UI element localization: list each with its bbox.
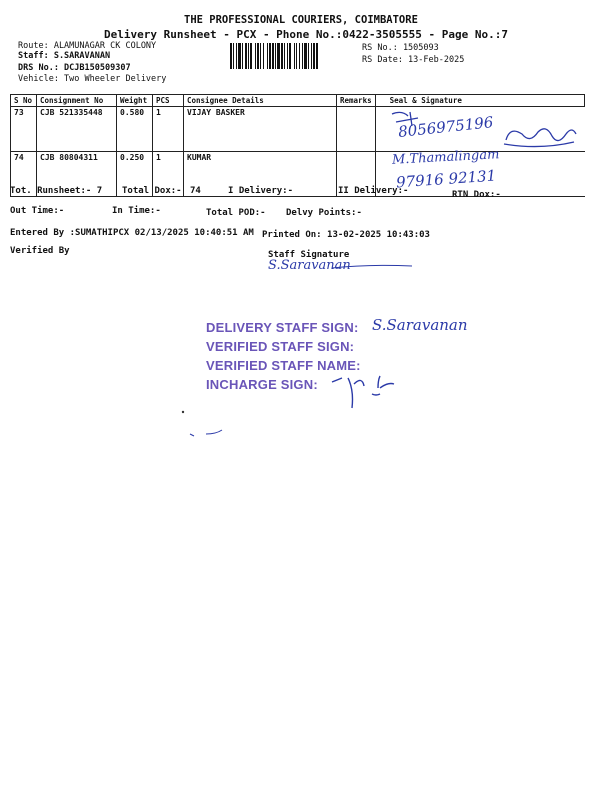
barcode-bar [313, 43, 315, 69]
barcode-bar [316, 43, 318, 69]
cell-pcs: 1 [153, 152, 184, 197]
row1-phone-handwritten: 8056975196 [397, 113, 495, 141]
stamp-verified-staff-name: VERIFIED STAFF NAME: [206, 358, 361, 373]
drs-number: DRS No.: DCJB150509307 [18, 63, 131, 73]
barcode-bar [299, 43, 300, 69]
cell-consignee: VIJAY BASKER [184, 107, 337, 152]
staff: Staff: S.SARAVANAN [18, 51, 111, 61]
out-time: Out Time:- [10, 206, 65, 216]
col-pcs: PCS [153, 95, 184, 107]
rs-number: RS No.: 1505093 [362, 43, 439, 53]
col-consignment-no: Consignment No [37, 95, 117, 107]
verified-by: Verified By [10, 246, 70, 256]
stamp-delivery-staff-sign: DELIVERY STAFF SIGN: [206, 320, 359, 335]
delvy-points: Delvy Points:- [286, 208, 362, 218]
cell-consignee: KUMAR [184, 152, 337, 197]
barcode-bar [269, 43, 271, 69]
signature-scribble-row1b [500, 120, 580, 152]
cell-sno: 73 [11, 107, 37, 152]
cell-weight: 0.250 [117, 152, 153, 197]
total-dox-label: Total Dox:- [122, 186, 182, 196]
barcode-bar [233, 43, 234, 69]
entered-by: Entered By :SUMATHIPCX 02/13/2025 10:40:51 AM [10, 228, 254, 238]
barcode-bar [245, 43, 247, 69]
barcode-bar [275, 43, 276, 69]
company-title: THE PROFESSIONAL COURIERS, COIMBATORE [184, 14, 418, 26]
barcode-bar [230, 43, 232, 69]
col-weight: Weight [117, 95, 153, 107]
total-pod: Total POD:- [206, 208, 266, 218]
col-sno: S No [11, 95, 37, 107]
stamp-verified-staff-sign: VERIFIED STAFF SIGN: [206, 339, 355, 354]
row2-name-handwritten: M.Thamalingam [391, 147, 500, 168]
cell-consignment: CJB 521335448 [37, 107, 117, 152]
route: Route: ALAMUNAGAR CK COLONY [18, 41, 157, 51]
i-delivery: I Delivery:- [228, 186, 294, 196]
col-consignee: Consignee Details [184, 95, 337, 107]
runsheet-title: Delivery Runsheet - PCX - Phone No.:0422-3505555 - Page No.:7 [104, 28, 508, 41]
barcode-bar [267, 43, 268, 69]
cell-remarks [337, 107, 376, 152]
total-dox-value: 74 [190, 186, 201, 196]
incharge-signature-scribble [328, 370, 408, 414]
rs-date: RS Date: 13-Feb-2025 [362, 55, 465, 65]
barcode-bar [296, 43, 297, 69]
barcode-bar [284, 43, 285, 69]
barcode-bar [263, 43, 264, 69]
signature-underline [330, 262, 415, 272]
barcode-bar [250, 43, 252, 69]
stamp-delivery-sig-handwritten: S.Saravanan [372, 316, 468, 334]
barcode-bar [272, 43, 274, 69]
barcode-bar [302, 43, 303, 69]
table-row [11, 107, 585, 152]
barcode-bar [294, 43, 295, 69]
rtn-dox: RTN Dox:- [452, 190, 501, 200]
in-time: In Time:- [112, 206, 161, 216]
barcode-bar [304, 43, 307, 69]
table-header-row [11, 95, 585, 107]
staff-signature-label: Staff Signature [268, 250, 350, 260]
barcode [230, 43, 355, 69]
tot-runsheet: Tot. Runsheet:- 7 [10, 186, 103, 196]
stray-mark [178, 408, 228, 442]
barcode-bar [238, 43, 241, 69]
cell-pcs: 1 [153, 107, 184, 152]
staff-signature-handwritten: S.Saravanan [268, 258, 351, 273]
barcode-bar [281, 43, 283, 69]
barcode-bar [257, 43, 259, 69]
barcode-bar [289, 43, 291, 69]
barcode-bar [255, 43, 256, 69]
stamp-incharge-sign: INCHARGE SIGN: [206, 377, 318, 392]
barcode-bar [242, 43, 243, 69]
col-remarks: Remarks [337, 95, 376, 107]
cell-consignment: CJB 80804311 [37, 152, 117, 197]
cell-weight: 0.580 [117, 107, 153, 152]
barcode-bar [287, 43, 288, 69]
barcode-bar [277, 43, 280, 69]
row2-phone-handwritten: 97916 92131 [395, 166, 497, 192]
barcode-bar [248, 43, 249, 69]
vehicle: Vehicle: Two Wheeler Delivery [18, 74, 167, 84]
ii-delivery: II Delivery:- [338, 186, 409, 196]
barcode-bar [311, 43, 312, 69]
barcode-bar [236, 43, 237, 69]
barcode-bar [308, 43, 309, 69]
cell-sno: 74 [11, 152, 37, 197]
barcode-bar [260, 43, 261, 69]
runsheet-table [10, 94, 585, 197]
col-seal-signature: Seal & Signature [375, 95, 584, 107]
printed-on: Printed On: 13-02-2025 10:43:03 [262, 230, 430, 240]
